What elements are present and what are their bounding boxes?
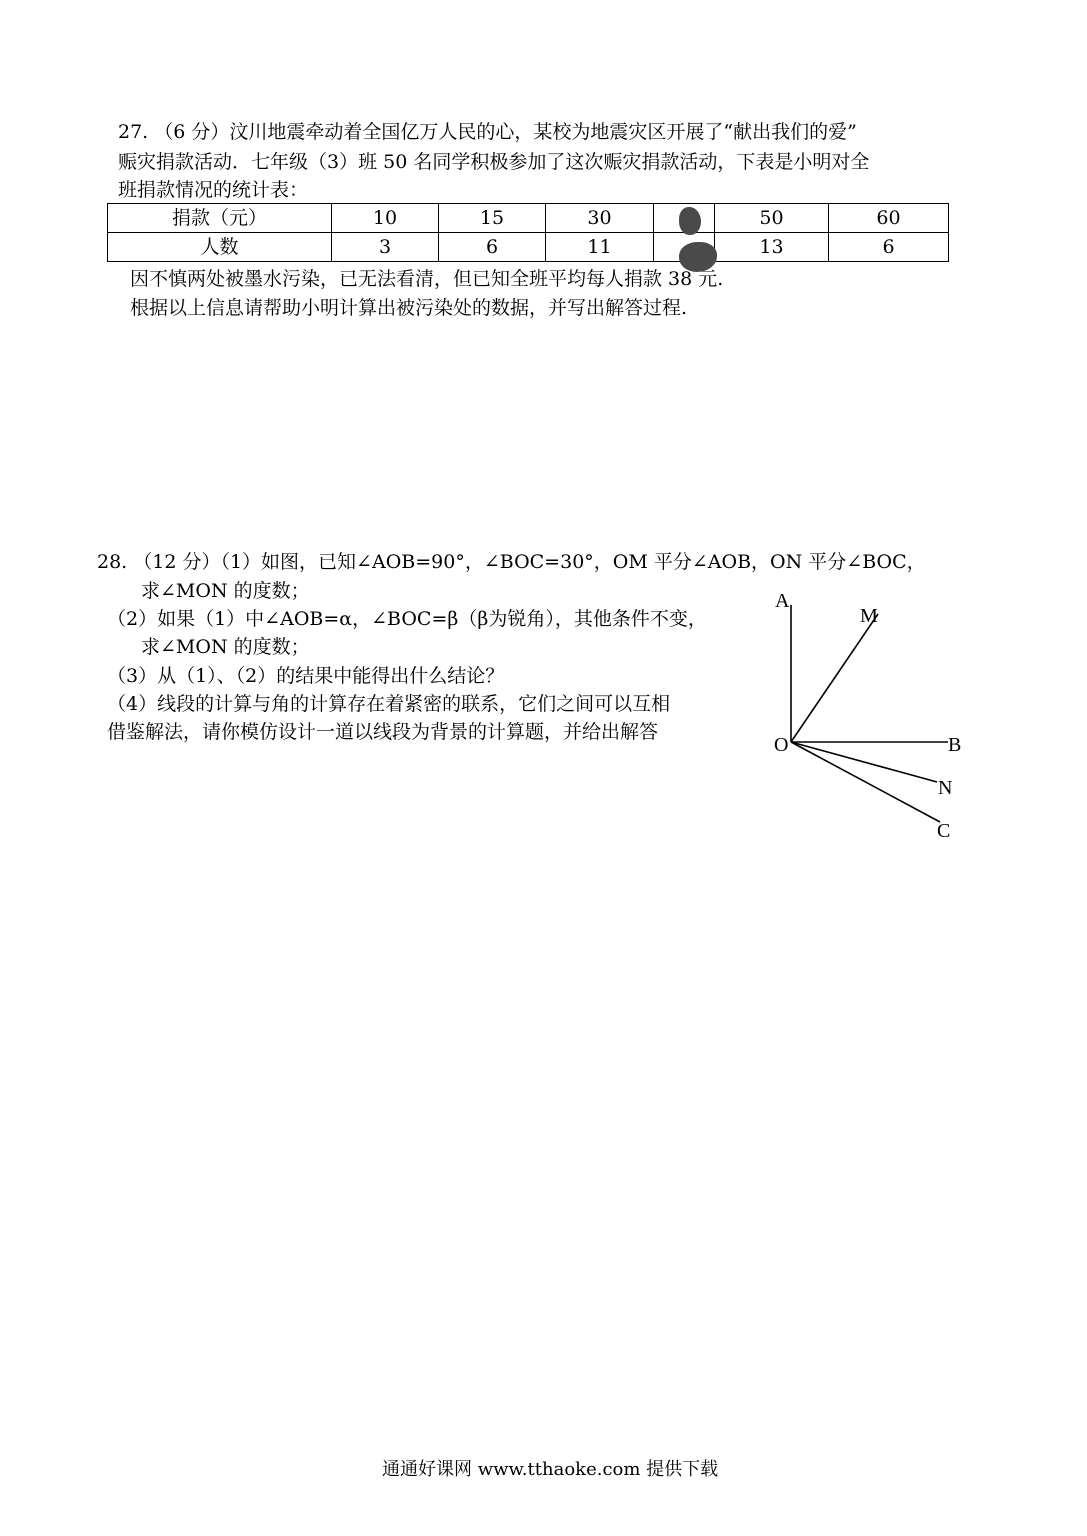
table-cell: 60	[829, 204, 949, 233]
q28-line2: 求∠MON 的度数；	[141, 580, 310, 602]
q28-line1: 28. （12 分）（1）如图，已知∠AOB=90°，∠BOC=30°，OM 平分∠AOB，ON 平分∠BOC，	[97, 551, 926, 573]
q27-line2: 赈灾捐款活动．七年级（3）班 50 名同学积极参加了这次赈灾捐款活动，下表是小明对全	[118, 151, 870, 173]
table-cell: 6	[439, 233, 546, 262]
ray-OM	[791, 614, 878, 742]
table-row-amount	[108, 204, 949, 233]
table-header-count: 人数	[108, 233, 332, 262]
donation-table	[107, 203, 949, 262]
table-cell: 3	[332, 233, 439, 262]
label-N: N	[938, 777, 953, 799]
q27-line5: 根据以上信息请帮助小明计算出被污染处的数据，并写出解答过程.	[130, 297, 688, 319]
table-cell: 15	[439, 204, 546, 233]
footer-credit: 通通好课网 www.tthaoke.com 提供下载	[382, 1459, 719, 1480]
label-O: O	[774, 734, 789, 756]
q28-line5: （3）从（1）、（2）的结果中能得出什么结论？	[107, 665, 505, 687]
label-C: C	[937, 820, 951, 842]
q27-line1: 27. （6 分）汶川地震牵动着全国亿万人民的心，某校为地震灾区开展了“献出我们的爱”	[118, 121, 857, 143]
table-cell: 30	[546, 204, 654, 233]
q27-line3: 班捐款情况的统计表：	[118, 179, 309, 201]
q28-line7: 借鉴解法，请你模仿设计一道以线段为背景的计算题，并给出解答	[107, 721, 659, 743]
ray-ON	[791, 742, 937, 782]
q28-line6: （4）线段的计算与角的计算存在着紧密的联系，它们之间可以互相	[107, 693, 671, 715]
label-B: B	[948, 734, 962, 756]
label-M: M	[860, 605, 878, 627]
q27-line4: 因不慎两处被墨水污染，已无法看清，但已知全班平均每人捐款 38 元.	[130, 268, 724, 290]
angle-diagram	[770, 585, 980, 850]
label-A: A	[775, 590, 790, 612]
table-cell: 13	[715, 233, 829, 262]
table-row-count	[108, 233, 949, 262]
table-cell: 11	[546, 233, 654, 262]
ray-OC	[791, 742, 940, 822]
table-cell: 10	[332, 204, 439, 233]
table-cell: 6	[829, 233, 949, 262]
table-cell: 50	[715, 204, 829, 233]
table-header-amount: 捐款（元）	[108, 204, 332, 233]
q28-line3: （2）如果（1）中∠AOB=α，∠BOC=β（β为锐角），其他条件不变，	[107, 608, 707, 630]
ink-blot-top	[679, 207, 701, 235]
q28-line4: 求∠MON 的度数；	[141, 636, 310, 658]
